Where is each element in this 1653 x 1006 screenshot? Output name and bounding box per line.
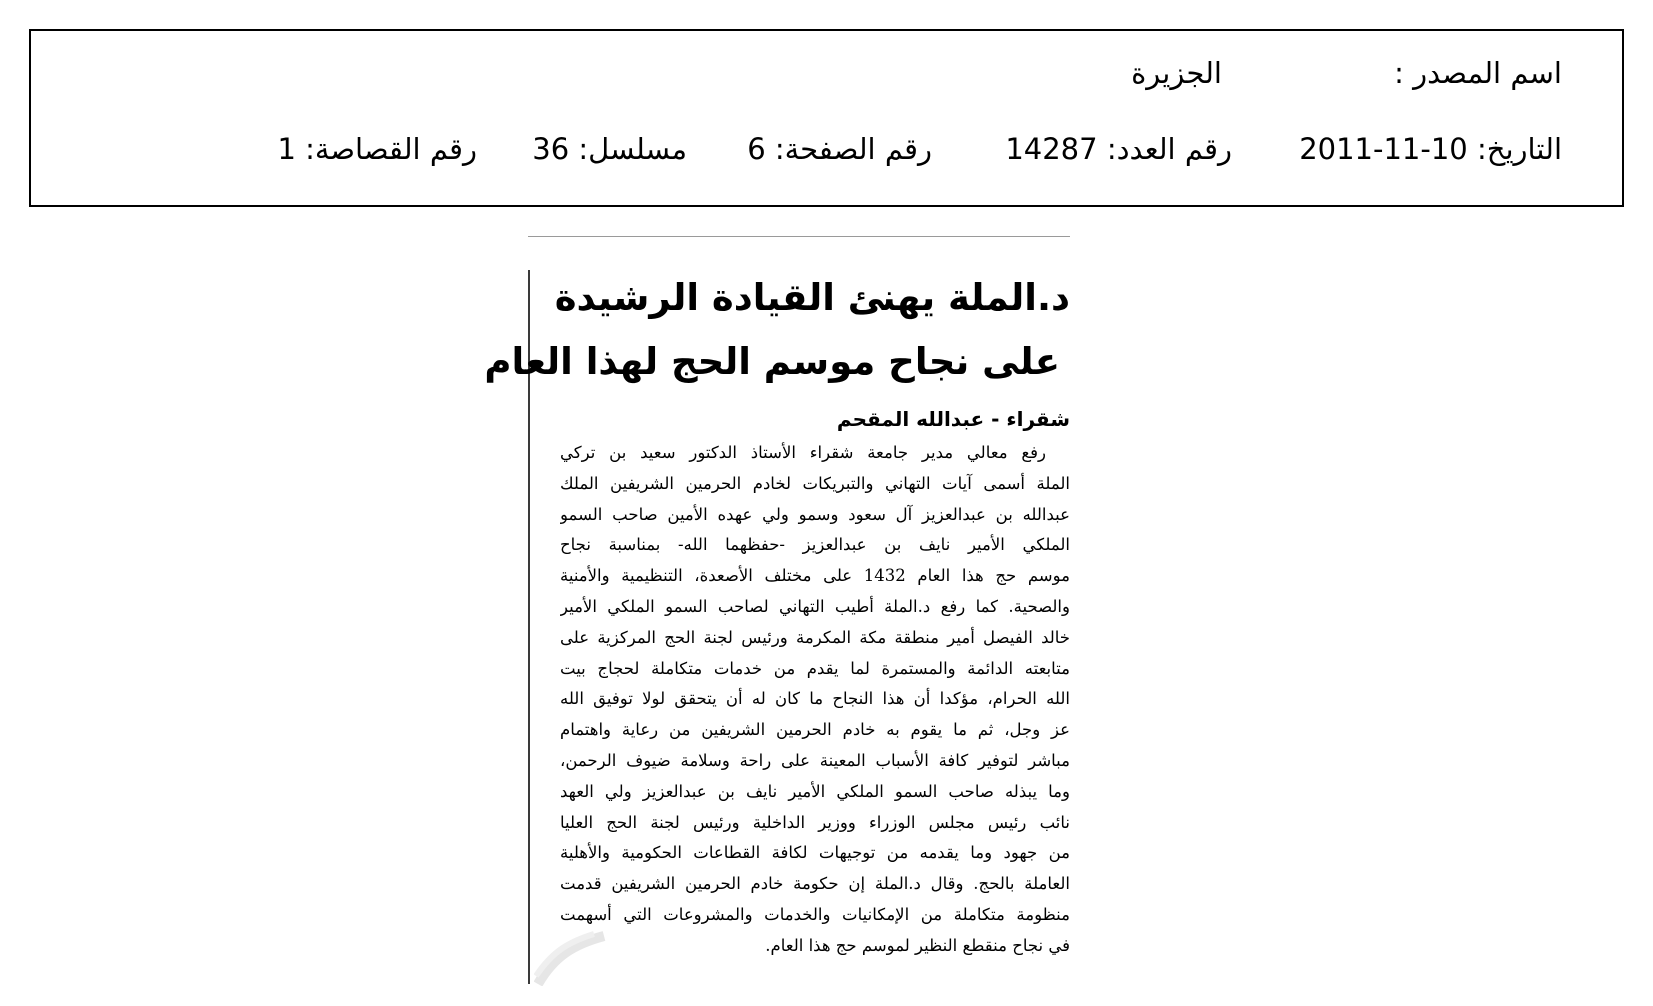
- metadata-box: [29, 29, 1624, 207]
- source-value: الجزيرة: [1131, 56, 1222, 90]
- body-line: خالد الفيصل أمير منطقة مكة المكرمة ورئيس لجنة الحج المركزية على: [560, 627, 1070, 647]
- article-byline: شقراء - عبدالله المقحم: [836, 407, 1070, 431]
- issue-value: 14287: [1005, 132, 1098, 166]
- page-label: رقم الصفحة:: [774, 132, 932, 166]
- date-field: [1299, 129, 1562, 169]
- clip-label: رقم القصاصة:: [305, 132, 477, 166]
- body-line: عز وجل، ثم ما يقوم به خادم الحرمين الشريفين من رعاية واهتمام: [560, 720, 1070, 740]
- clip-field: [277, 129, 477, 169]
- body-line: العاملة بالحج. وقال د.الملة إن حكومة خادم الحرمين الشريفين قدمت: [560, 874, 1070, 894]
- headline-line-2: على نجاح موسم الحج لهذا العام: [484, 340, 1060, 383]
- body-line: الله الحرام، مؤكدا أن هذا النجاح ما كان له أن يتحقق لولا توفيق الله: [560, 689, 1070, 709]
- body-line: من جهود وما يقدمه من توجيهات لكافة القطاعات الحكومية والأهلية: [560, 843, 1070, 863]
- watermark-swoosh: [534, 926, 614, 986]
- newspaper-clipping: [484, 236, 1070, 990]
- body-line: منظومة متكاملة من الإمكانيات والخدمات والمشروعات التي أسهمت: [560, 904, 1070, 924]
- clip-value: 1: [277, 132, 296, 166]
- body-line: الملة أسمى آيات التهاني والتبريكات لخادم الحرمين الشريفين الملك: [560, 473, 1070, 493]
- article-body: [560, 438, 1070, 962]
- body-line: رفع معالي مدير جامعة شقراء الأستاذ الدكتور سعيد بن تركي: [560, 443, 1046, 462]
- body-line: في نجاح منقطع النظير لموسم حج هذا العام.: [765, 935, 1070, 955]
- article-headline: [484, 266, 1070, 394]
- headline-line-1: د.الملة يهنئ القيادة الرشيدة: [554, 276, 1070, 319]
- body-line: عبدالله بن عبدالعزيز آل سعود وسمو ولي عهده الأمين صاحب السمو: [560, 504, 1070, 524]
- body-line: موسم حج هذا العام 1432 على مختلف الأصعدة، التنظيمية والأمنية: [560, 566, 1070, 586]
- body-line: الملكي الأمير نايف بن عبدالعزيز -حفظهما الله- بمناسبة نجاح: [560, 535, 1070, 555]
- page-field: [747, 129, 932, 169]
- body-line: متابعته الدائمة والمستمرة لما يقدم من خدمات متكاملة لحجاج بيت: [560, 658, 1070, 678]
- body-line: والصحية. كما رفع د.الملة أطيب التهاني لصاحب السمو الملكي الأمير: [560, 596, 1070, 616]
- body-line: نائب رئيس مجلس الوزراء ووزير الداخلية ورئيس لجنة الحج العليا: [560, 812, 1070, 832]
- serial-label: مسلسل:: [578, 132, 687, 166]
- date-label: التاريخ:: [1476, 132, 1562, 166]
- date-value: 2011-11-10: [1299, 132, 1468, 166]
- serial-value: 36: [532, 132, 570, 166]
- issue-field: [1005, 129, 1232, 169]
- source-label: اسم المصدر :: [1394, 56, 1562, 90]
- page-value: 6: [747, 132, 766, 166]
- top-divider: [528, 236, 1070, 237]
- issue-label: رقم العدد:: [1106, 132, 1232, 166]
- serial-field: [532, 129, 687, 169]
- body-line: مباشر لتوفير كافة الأسباب المعينة على راحة وسلامة ضيوف الرحمن،: [560, 750, 1070, 770]
- body-line: وما يبذله صاحب السمو الملكي الأمير نايف بن عبدالعزيز ولي العهد: [560, 781, 1070, 801]
